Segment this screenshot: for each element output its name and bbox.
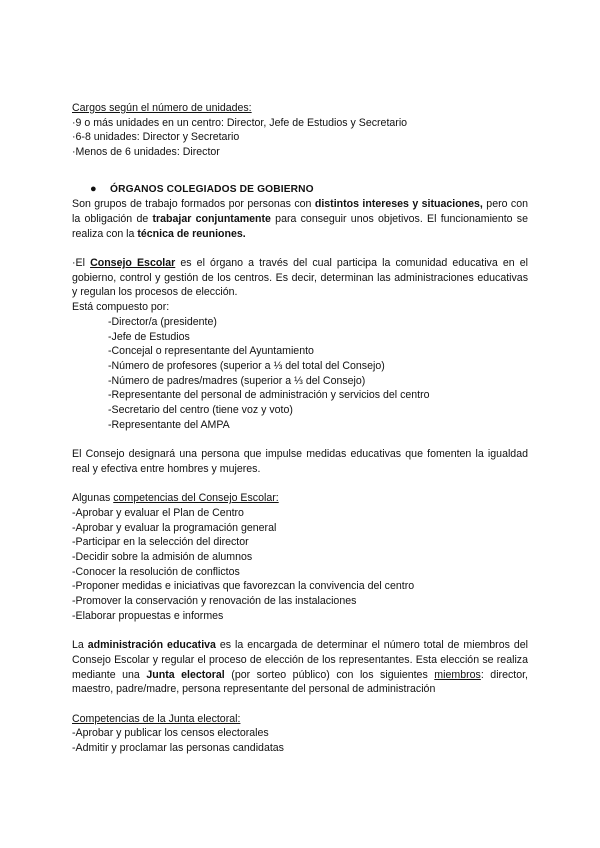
list-item: -Representante del AMPA bbox=[108, 418, 230, 431]
spacer bbox=[72, 477, 528, 492]
designa-paragraph: El Consejo designará una persona que impulse medidas educativas que fomenten la igualdad real y efectiva entre hombres y mujeres. bbox=[72, 448, 528, 475]
list-item: -Admitir y proclamar las personas candidatas bbox=[72, 742, 284, 755]
spacer bbox=[72, 624, 528, 639]
admin-paragraph: La administración educativa es la encargada de determinar el número total de miembros del Consejo Escolar y regular el proceso de elección de los representantes. Esta elección se realiza mediante una Junta electoral (por sorteo público) con los siguientes miembros: director, maestro, padre/madre, persona representante del personal de administración bbox=[72, 639, 528, 696]
cargos-heading: Cargos según el número de unidades: bbox=[72, 102, 252, 114]
cargos-item: ·9 o más unidades en un centro: Director, Jefe de Estudios y Secretario bbox=[72, 116, 408, 129]
list-item: -Conocer la resolución de conflictos bbox=[72, 565, 240, 578]
list-item: -Número de profesores (superior a ⅓ del total del Consejo) bbox=[108, 359, 385, 372]
list-item: -Aprobar y evaluar la programación general bbox=[72, 521, 277, 534]
list-item: -Decidir sobre la admisión de alumnos bbox=[72, 551, 253, 564]
spacer bbox=[72, 432, 528, 447]
list-item: -Concejal o representante del Ayuntamiento bbox=[108, 345, 314, 358]
compuesto-label: Está compuesto por: bbox=[72, 301, 170, 314]
consejo-paragraph: ·El Consejo Escolar es el órgano a través del cual participa la comunidad educativa en el gobierno, control y gestión de los centros. Es decir, determinan las administraciones educativas y regulan los procesos de elección. bbox=[72, 257, 528, 299]
list-item: -Proponer medidas e iniciativas que favorezcan la convivencia del centro bbox=[72, 580, 415, 593]
list-item: -Elaborar propuestas e informes bbox=[72, 609, 224, 622]
competencias-heading: Algunas competencias del Consejo Escolar: bbox=[72, 492, 279, 505]
document-page bbox=[72, 101, 528, 756]
spacer bbox=[72, 175, 528, 183]
list-item: -Promover la conservación y renovación de las instalaciones bbox=[72, 595, 357, 608]
list-item: -Secretario del centro (tiene voz y voto) bbox=[108, 404, 293, 417]
organos-paragraph: Son grupos de trabajo formados por personas con distintos intereses y situaciones, pero con la obligación de trabajar conjuntamente para conseguir unos objetivos. El funcionamiento se realiza con la técnica de reuniones. bbox=[72, 198, 528, 240]
section-title: ÓRGANOS COLEGIADOS DE GOBIERNO bbox=[110, 183, 314, 195]
consejo-escolar-term: Consejo Escolar bbox=[90, 257, 176, 269]
list-item: -Director/a (presidente) bbox=[108, 315, 217, 328]
cargos-item: ·Menos de 6 unidades: Director bbox=[72, 146, 220, 159]
list-item: -Aprobar y publicar los censos electorales bbox=[72, 727, 269, 740]
bullet-icon: ● bbox=[90, 182, 97, 195]
junta-heading: Competencias de la Junta electoral: bbox=[72, 712, 241, 725]
consejo-members-list bbox=[72, 315, 528, 433]
list-item: -Representante del personal de administración y servicios del centro bbox=[108, 389, 430, 402]
list-item: -Aprobar y evaluar el Plan de Centro bbox=[72, 506, 244, 519]
spacer bbox=[72, 241, 528, 256]
spacer bbox=[72, 697, 528, 712]
list-item: -Número de padres/madres (superior a ⅓ del Consejo) bbox=[108, 374, 366, 387]
section-heading-organos bbox=[72, 183, 528, 198]
list-item: -Participar en la selección del director bbox=[72, 536, 249, 549]
spacer bbox=[72, 160, 528, 175]
cargos-item: ·6-8 unidades: Director y Secretario bbox=[72, 131, 240, 144]
list-item: -Jefe de Estudios bbox=[108, 330, 190, 343]
